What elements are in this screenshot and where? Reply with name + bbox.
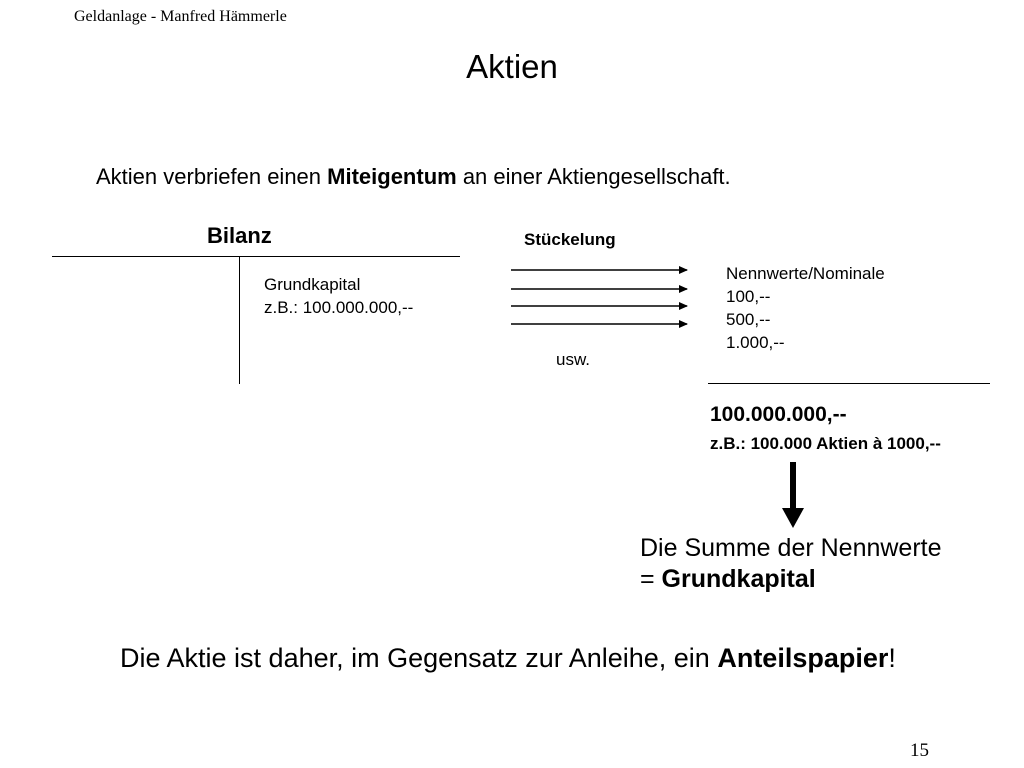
summe-text: [640, 533, 942, 595]
conclusion-before: Die Aktie ist daher, im Gegensatz zur Anleihe, ein: [120, 643, 718, 673]
nennwert-value: 500,--: [726, 310, 771, 329]
intro-bold: Miteigentum: [327, 164, 457, 189]
running-header: Geldanlage - Manfred Hämmerle: [74, 8, 287, 25]
usw-label: usw.: [556, 350, 591, 369]
nennwert-value: 1.000,--: [726, 333, 785, 352]
page-number: 15: [910, 740, 929, 761]
intro-text: [96, 164, 731, 190]
down-arrow-icon: [778, 460, 808, 530]
bilanz-divider-line: [239, 256, 240, 384]
total-example: z.B.: 100.000 Aktien à 1000,--: [710, 434, 941, 453]
conclusion-text: [120, 643, 896, 674]
slide-title: Aktien: [466, 48, 558, 85]
summe-line-2: [640, 564, 942, 595]
summe-prefix: =: [640, 565, 662, 593]
bilanz-entry: [264, 273, 413, 319]
total-amount: 100.000.000,--: [710, 403, 847, 426]
bilanz-top-line: [52, 256, 460, 257]
intro-before: Aktien verbriefen einen: [96, 164, 328, 189]
bilanz-heading: Bilanz: [207, 223, 272, 248]
conclusion-bold: Anteilspapier: [717, 643, 889, 673]
conclusion-after: !: [888, 643, 896, 673]
nennwerte-list: [726, 262, 885, 354]
summe-line-1: Die Summe der Nennwerte: [640, 534, 942, 562]
summe-bold: Grundkapital: [661, 565, 816, 593]
stueckelung-label: Stückelung: [524, 230, 616, 249]
nennwert-value: 100,--: [726, 287, 771, 306]
intro-after: an einer Aktiengesellschaft.: [456, 164, 731, 189]
bilanz-line-2: z.B.: 100.000.000,--: [264, 298, 414, 317]
sum-line: [708, 383, 990, 384]
nennwerte-heading: Nennwerte/Nominale: [726, 264, 885, 283]
bilanz-line-1: Grundkapital: [264, 275, 361, 294]
stueckelung-arrows: [505, 258, 695, 328]
